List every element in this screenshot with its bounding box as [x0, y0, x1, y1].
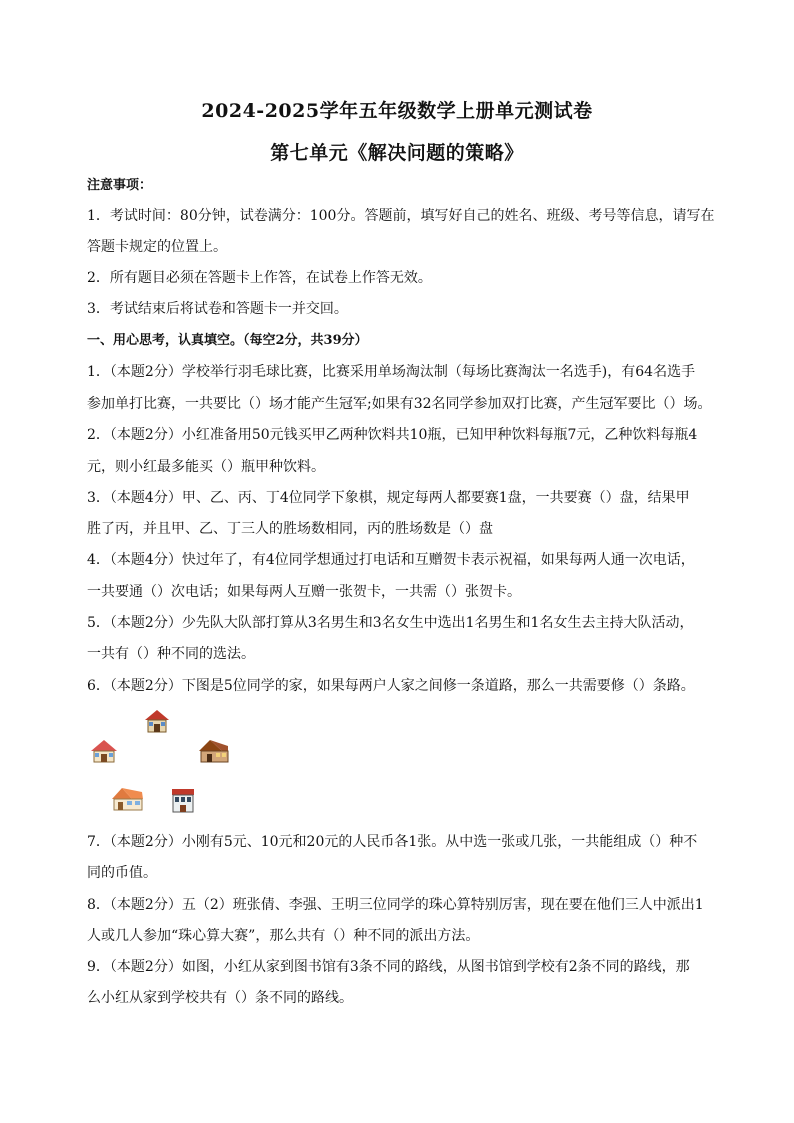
- question-line: 1．（本题2分）学校举行羽毛球比赛，比赛采用单场淘汰制（每场比赛淘汰一名选手)，有64名选手: [87, 364, 696, 380]
- question-line: 3．（本题4分）甲、乙、丙、丁4位同学下象棋，规定每两人都要赛1盘，一共要赛（）盘，结果甲: [87, 490, 690, 506]
- unit-title: 第七单元《解决问题的策略》: [270, 142, 524, 164]
- note-line: 3．考试结束后将试卷和答题卡一并交回。: [87, 301, 348, 317]
- question-line: 7．（本题2分）小刚有5元、10元和20元的人民币各1张。从中选一张或几张，一共能组成（）种不: [87, 834, 698, 850]
- question-line: 8．（本题2分）五（2）班张倩、李强、王明三位同学的珠心算特别厉害，现在要在他们三人中派出1: [87, 897, 704, 913]
- question-line: 同的币值。: [87, 865, 157, 881]
- question-line: 一共有（）种不同的选法。: [87, 646, 255, 662]
- question-line: 一共要通（）次电话；如果每两人互赠一张贺卡，一共需（）张贺卡。: [87, 584, 521, 600]
- section-heading: 一、用心思考，认真填空。（每空2分，共39分）: [87, 333, 368, 348]
- question-line: 参加单打比赛，一共要比（）场才能产生冠军;如果有32名同学参加双打比赛，产生冠军要比（）场。: [87, 396, 712, 412]
- question-line: 元，则小红最多能买（）瓶甲种饮料。: [87, 459, 325, 475]
- house-icon: [198, 738, 230, 764]
- question-line: 么小红从家到学校共有（）条不同的路线。: [87, 990, 353, 1006]
- notes-heading: 注意事项：: [87, 178, 153, 193]
- question-line: 2．（本题2分）小红准备用50元钱买甲乙两种饮料共10瓶，已知甲种饮料每瓶7元，乙种饮料每瓶4: [87, 427, 698, 443]
- five-houses-figure: [88, 708, 248, 818]
- question-line: 5．（本题2分）少先队大队部打算从3名男生和3名女生中选出1名男生和1名女生去主持大队活动，: [87, 615, 694, 631]
- question-line: 胜了丙，并且甲、乙、丁三人的胜场数相同，丙的胜场数是（）盘: [87, 521, 493, 537]
- house-icon: [112, 786, 144, 812]
- note-line: 2．所有题目必须在答题卡上作答，在试卷上作答无效。: [87, 270, 432, 286]
- note-line: 答题卡规定的位置上。: [87, 239, 227, 255]
- question-line: 9．（本题2分）如图，小红从家到图书馆有3条不同的路线，从图书馆到学校有2条不同的路线，那: [87, 959, 690, 975]
- house-icon: [170, 786, 196, 814]
- note-line: 1．考试时间：80分钟，试卷满分：100分。答题前，填写好自己的姓名、班级、考号等信息，请写在: [87, 208, 715, 224]
- house-icon: [90, 738, 118, 764]
- exam-title: 2024-2025学年五年级数学上册单元测试卷: [201, 100, 593, 122]
- question-line: 4．（本题4分）快过年了，有4位同学想通过打电话和互赠贺卡表示祝福，如果每两人通一次电话，: [87, 552, 695, 568]
- question-line: 6．（本题2分）下图是5位同学的家，如果每两户人家之间修一条道路，那么一共需要修（）条路。: [87, 678, 695, 694]
- question-line: 人或几人参加“珠心算大赛”，那么共有（）种不同的派出方法。: [87, 928, 480, 944]
- house-icon: [144, 708, 170, 734]
